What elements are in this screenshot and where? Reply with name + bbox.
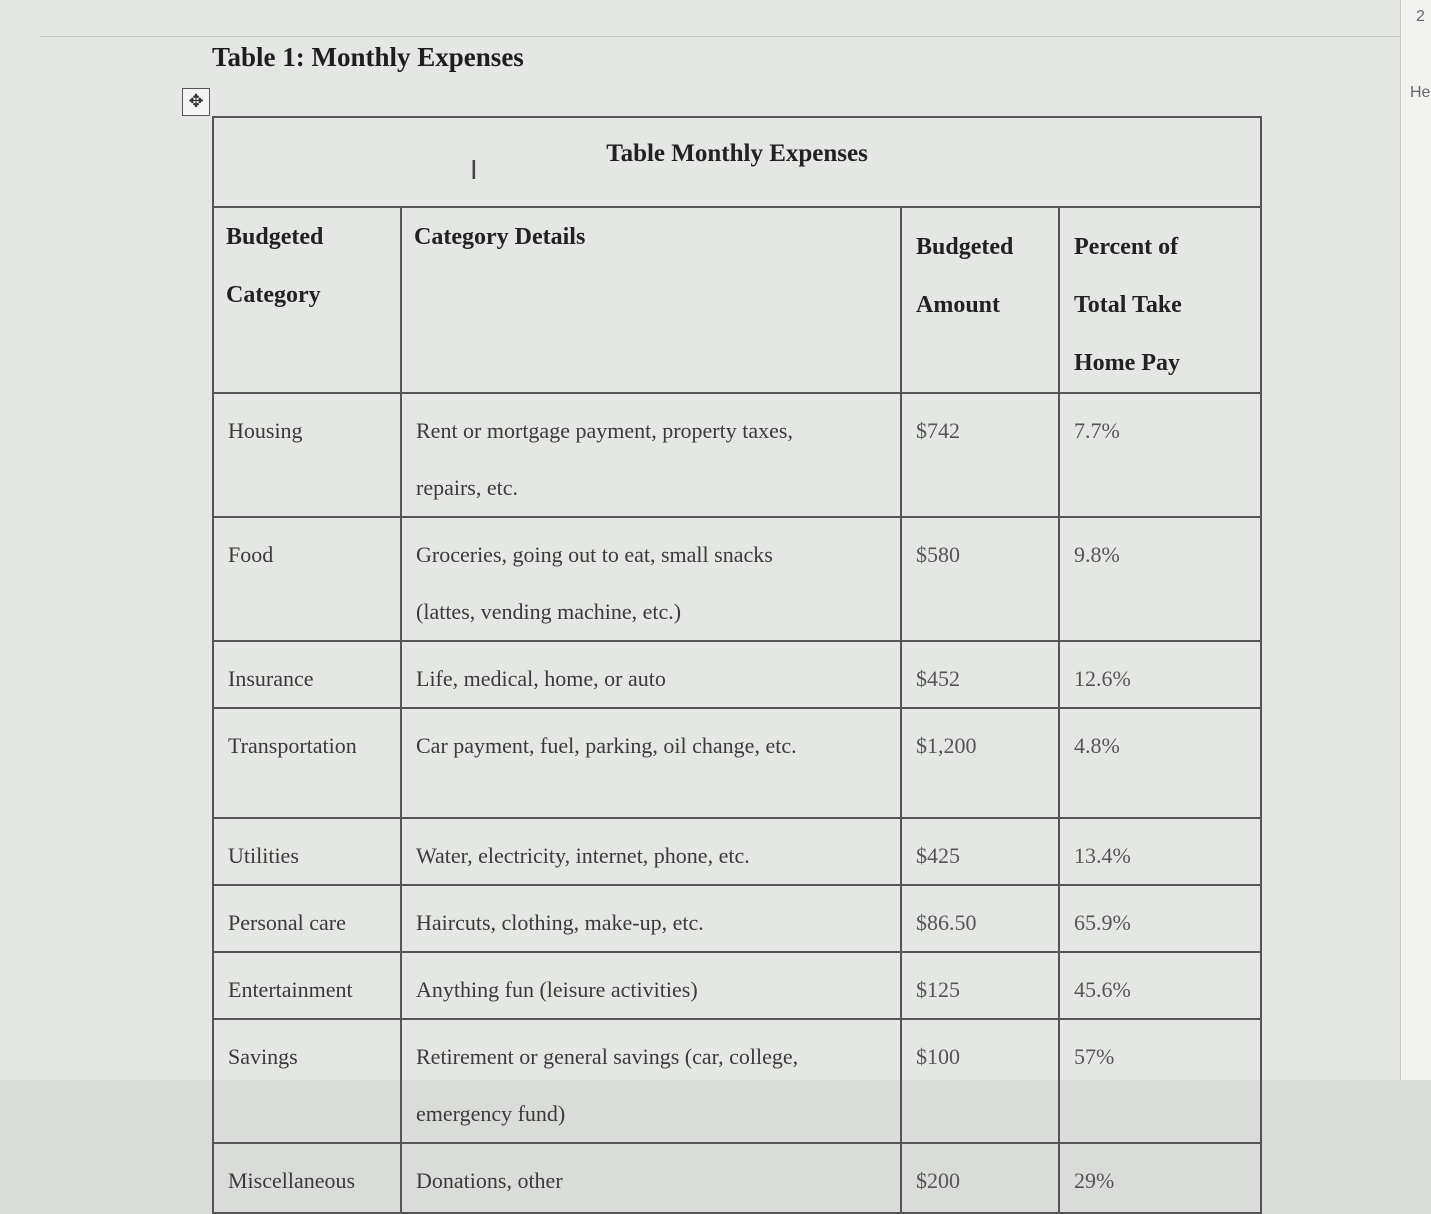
header-budgeted-amount[interactable] [901,207,1059,393]
percent-cell[interactable]: 45.6% [1059,952,1261,1019]
header-percent-take-home[interactable] [1059,207,1261,393]
table-row [213,708,1261,818]
amount-cell[interactable]: $742 [901,393,1059,517]
header-percent-line-2: Total Take [1074,292,1182,318]
details-line: Retirement or general savings (car, college, [416,1044,799,1069]
table-row [213,1019,1261,1143]
page-number: 2 [1416,8,1425,25]
amount-cell[interactable]: $86.50 [901,885,1059,952]
amount-cell[interactable]: $100 [901,1019,1059,1143]
header-details-label: Category Details [414,224,586,250]
details-line: (lattes, vending machine, etc.) [416,599,682,624]
details-line: repairs, etc. [416,475,518,500]
amount-cell[interactable]: $200 [901,1143,1059,1213]
details-line: Rent or mortgage payment, property taxes, [416,418,793,443]
header-amount-line-2: Amount [916,292,1001,318]
header-percent-line-1: Percent of [1074,234,1179,260]
details-cell[interactable] [401,708,901,818]
category-cell[interactable]: Personal care [213,885,401,952]
header-amount-line-1: Budgeted [916,234,1014,260]
details-line: Anything fun (leisure activities) [416,977,698,1002]
category-cell[interactable]: Food [213,517,401,641]
details-line: Car payment, fuel, parking, oil change, etc. [416,733,797,758]
percent-cell[interactable]: 7.7% [1059,393,1261,517]
percent-cell[interactable]: 29% [1059,1143,1261,1213]
percent-cell[interactable]: 4.8% [1059,708,1261,818]
amount-cell[interactable]: $1,200 [901,708,1059,818]
adjacent-page-panel [1400,0,1431,1080]
details-cell[interactable] [401,517,901,641]
table-row [213,393,1261,517]
category-cell[interactable]: Transportation [213,708,401,818]
i-beam-cursor-icon: I [470,156,478,186]
details-cell[interactable] [401,818,901,885]
category-cell[interactable]: Utilities [213,818,401,885]
table-row [213,818,1261,885]
percent-cell[interactable]: 9.8% [1059,517,1261,641]
table-title-row [213,117,1261,207]
details-line: emergency fund) [416,1101,566,1126]
percent-cell[interactable]: 65.9% [1059,885,1261,952]
header-percent-line-3: Home Pay [1074,350,1180,376]
table-header-row [213,207,1261,393]
expenses-table-container [212,116,1260,1214]
details-line: Life, medical, home, or auto [416,666,666,691]
amount-cell[interactable]: $452 [901,641,1059,708]
table-row [213,885,1261,952]
percent-cell[interactable]: 57% [1059,1019,1261,1143]
header-category-line-1: Budgeted [226,224,324,250]
details-cell[interactable] [401,1019,901,1143]
category-cell[interactable]: Insurance [213,641,401,708]
monthly-expenses-table [212,116,1262,1214]
details-cell[interactable] [401,885,901,952]
details-line: Water, electricity, internet, phone, etc. [416,843,750,868]
percent-cell[interactable]: 12.6% [1059,641,1261,708]
table-caption: Table 1: Monthly Expenses [212,42,524,72]
details-cell[interactable] [401,641,901,708]
header-category-details[interactable] [401,207,901,393]
table-row [213,1143,1261,1213]
page-top-edge [40,36,1400,37]
percent-cell[interactable]: 13.4% [1059,818,1261,885]
amount-cell[interactable]: $125 [901,952,1059,1019]
amount-cell[interactable]: $580 [901,517,1059,641]
category-cell[interactable]: Miscellaneous [213,1143,401,1213]
category-cell[interactable]: Housing [213,393,401,517]
details-line: Groceries, going out to eat, small snacks [416,542,773,567]
details-cell[interactable] [401,393,901,517]
details-line: Donations, other [416,1168,563,1193]
amount-cell[interactable]: $425 [901,818,1059,885]
header-category-line-2: Category [226,282,321,308]
header-budgeted-category[interactable] [213,207,401,393]
adjacent-page-text: He [1410,84,1431,101]
table-row [213,517,1261,641]
category-cell[interactable]: Entertainment [213,952,401,1019]
table-move-handle-icon[interactable]: ✥ [182,88,210,116]
table-row [213,952,1261,1019]
details-cell[interactable] [401,952,901,1019]
category-cell[interactable]: Savings [213,1019,401,1143]
details-cell[interactable] [401,1143,901,1213]
table-row [213,641,1261,708]
table-title[interactable]: Table Monthly Expenses [213,117,1261,207]
details-line: Haircuts, clothing, make-up, etc. [416,910,704,935]
